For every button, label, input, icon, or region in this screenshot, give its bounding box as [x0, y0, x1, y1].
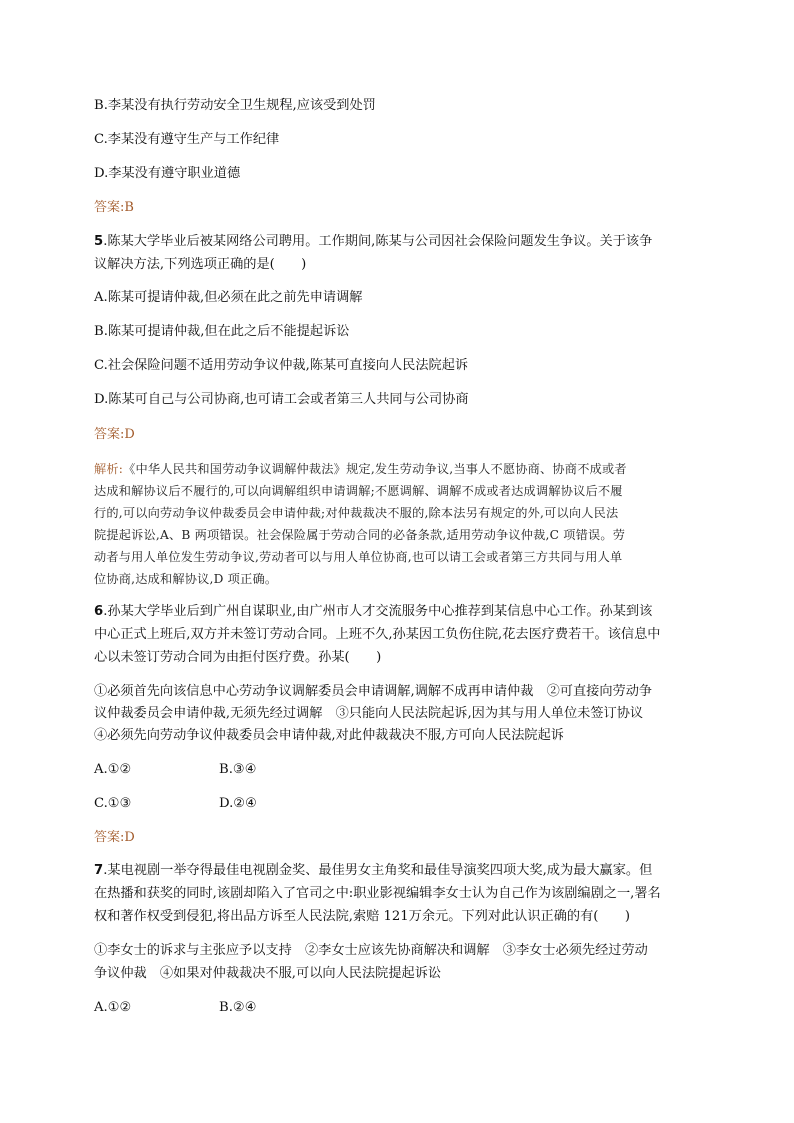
q5-answer: 答案:D [94, 427, 135, 442]
q7-option-b: B.②④ [219, 1000, 257, 1015]
q7-option-a: A.①② [94, 1000, 132, 1015]
q4-option-b: B.李某没有执行劳动安全卫生规程,应该受到处罚 [94, 98, 376, 113]
q5-option-a: A.陈某可提请仲裁,但必须在此之前先申请调解 [94, 290, 363, 305]
q6-stem-line-2: 中心正式上班后,双方并未签订劳动合同。上班不久,孙某因工负伤住院,花去医疗费若干。该信息中 [94, 627, 661, 642]
q5-option-c: C.社会保险问题不适用劳动争议仲裁,陈某可直接向人民法院起诉 [94, 358, 469, 373]
q5-explanation-line-5: 动者与用人单位发生劳动争议,劳动者可以与用人单位协商,也可以请工会或者第三方共同与用人单 [94, 550, 623, 564]
q7-stem-line-1 [94, 861, 652, 881]
q4-option-d: D.李某没有遵守职业道德 [94, 166, 241, 181]
q6-stem-line-1 [94, 602, 652, 622]
q5-stem-line-2: 议解决方法,下列选项正确的是( ) [94, 257, 307, 272]
q7-number: 7 [94, 863, 104, 878]
q5-option-b: B.陈某可提请仲裁,但在此之后不能提起诉讼 [94, 324, 350, 339]
q5-number: 5 [94, 234, 104, 249]
q7-stem-line-3: 权和著作权受到侵犯,将出品方诉至人民法院,索赔 121万余元。下列对此认识正确的有( ) [94, 909, 630, 924]
q6-item-line-3: ④必须先向劳动争议仲裁委员会申请仲裁,对此仲裁裁决不服,方可向人民法院起诉 [94, 728, 564, 743]
q5-explanation-line-4: 院提起诉讼,A、B 两项错误。社会保险属于劳动合同的必备条款,适用劳动争议仲裁,C 项错误。劳 [94, 528, 626, 542]
q6-stem-text: .孙某大学毕业后到广州自谋职业,由广州市人才交流服务中心推荐到某信息中心工作。孙某到该 [103, 604, 653, 619]
q5-option-d: D.陈某可自己与公司协商,也可请工会或者第三人共同与公司协商 [94, 392, 469, 407]
q5-explanation-line-3: 行的,可以向劳动争议仲裁委员会申请仲裁;对仲裁裁决不服的,除本法另有规定的外,可以向人民法 [94, 506, 619, 520]
q7-item-line-1: ①李女士的诉求与主张应予以支持 ②李女士应该先协商解决和调解 ③李女士必须先经过劳动 [94, 943, 648, 958]
q7-stem-text: .某电视剧一举夺得最佳电视剧金奖、最佳男女主角奖和最佳导演奖四项大奖,成为最大赢家。但 [103, 863, 653, 878]
q4-answer: 答案:B [94, 200, 134, 215]
explanation-tag: 解析: [94, 462, 124, 476]
q5-explanation-line-6: 位协商,达成和解协议,D 项正确。 [94, 572, 278, 586]
q7-item-line-2: 争议仲裁 ④如果对仲裁裁决不服,可以向人民法院提起诉讼 [94, 966, 442, 981]
q6-option-b: B.③④ [219, 762, 257, 777]
q5-explanation-line-2: 达成和解协议后不履行的,可以向调解组织申请调解;不愿调解、调解不成或者达成调解协议后不履 [94, 484, 623, 498]
q6-number: 6 [94, 604, 104, 619]
q6-option-a: A.①② [94, 762, 132, 777]
q6-option-c: C.①③ [94, 796, 132, 811]
q5-stem-line-1 [94, 232, 652, 252]
q6-option-d: D.②④ [219, 796, 257, 811]
q4-option-c: C.李某没有遵守生产与工作纪律 [94, 132, 280, 147]
q5-stem-text: .陈某大学毕业后被某网络公司聘用。工作期间,陈某与公司因社会保险问题发生争议。关于该争 [103, 234, 653, 249]
q6-answer: 答案:D [94, 830, 135, 845]
q5-explanation-line-1 [94, 459, 627, 479]
q6-item-line-1: ①必须首先向该信息中心劳动争议调解委员会申请调解,调解不成再申请仲裁 ②可直接向劳动争 [94, 684, 653, 699]
q6-item-line-2: 议仲裁委员会申请仲裁,无须先经过调解 ③只能向人民法院起诉,因为其与用人单位未签订协议 [94, 706, 644, 721]
q7-stem-line-2: 在热播和获奖的同时,该剧却陷入了官司之中:职业影视编辑李女士认为自己作为该剧编剧之一,署名 [94, 886, 661, 901]
q5-explanation-text: 《中华人民共和国劳动争议调解仲裁法》规定,发生劳动争议,当事人不愿协商、协商不成或者 [123, 462, 627, 476]
q6-stem-line-3: 心以未签订劳动合同为由拒付医疗费。孙某( ) [94, 650, 382, 665]
